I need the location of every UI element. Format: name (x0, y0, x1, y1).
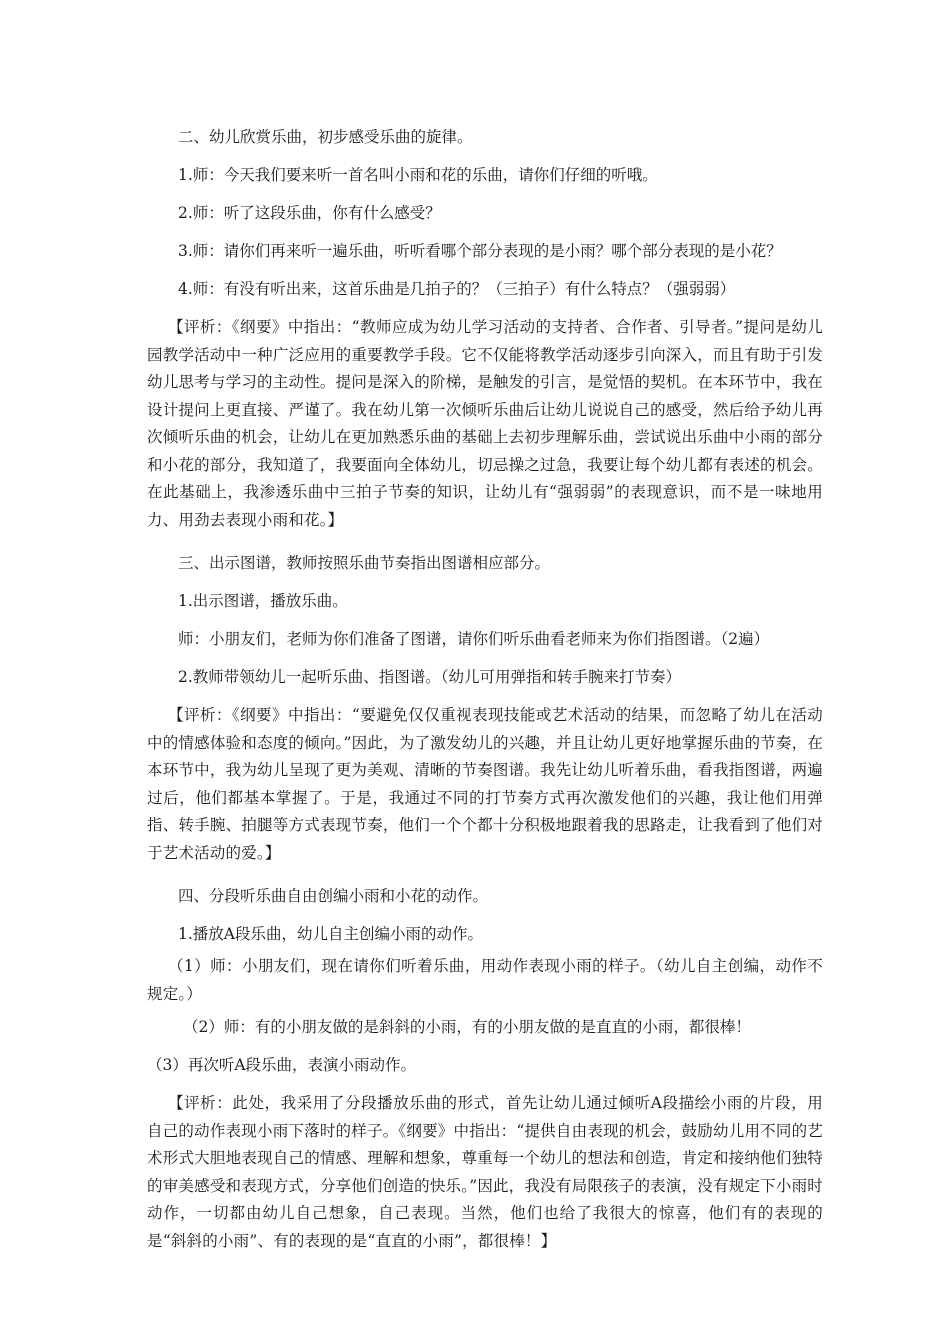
sub-step-item: （2）师：有的小朋友做的是斜斜的小雨，有的小朋友做的是直直的小雨，都很棒！ (183, 1018, 751, 1036)
step-item: 1.师：今天我们要来听一首名叫小雨和花的乐曲，请你们仔细的听哦。 (178, 166, 658, 184)
commentary-paragraph: 【评析：《纲要》中指出：“教师应成为幼儿学习活动的支持者、合作者、引导者。”提问是幼儿园教学活动中一种广泛应用的重要教学手段。它不仅能将教学活动逐步引向深入，而且有助于引发幼儿思考与学习的主动性。提问是深入的阶梯，是触发的引言，是觉悟的契机。在本环节中，我在设计提问上更直接、严谨了。我在幼儿第一次倾听乐曲后让幼儿说说自己的感受，然后给予幼儿再次倾听乐曲的机会，让幼儿在更加熟悉乐曲的基础上去初步理解乐曲，尝试说出乐曲中小雨的部分和小花的部分，我知道了，我要面向全体幼儿，切忌操之过急，我要让每个幼儿都有表述的机会。在此基础上，我渗透乐曲中三拍子节奏的知识，让幼儿有“强弱弱”的表现意识，而不是一味地用力、用劲去表现小雨和花。】 (147, 318, 823, 529)
step-item: 1.播放A段乐曲，幼儿自主创编小雨的动作。 (178, 925, 483, 943)
step-item: 3.师：请你们再来听一遍乐曲，听听看哪个部分表现的是小雨？哪个部分表现的是小花？ (178, 242, 782, 260)
step-item: 师：小朋友们，老师为你们准备了图谱，请你们听乐曲看老师来为你们指图谱。（2遍） (178, 630, 770, 648)
step-item: 2.教师带领幼儿一起听乐曲、指图谱。（幼儿可用弹指和转手腕来打节奏） (178, 668, 682, 686)
section-heading: 二、幼儿欣赏乐曲，初步感受乐曲的旋律。 (178, 128, 473, 146)
sub-step-item: （3）再次听A段乐曲，表演小雨动作。 (147, 1056, 417, 1074)
section-heading: 三、出示图谱，教师按照乐曲节奏指出图谱相应部分。 (178, 554, 551, 572)
step-item: 4.师：有没有听出来，这首乐曲是几拍子的？（三拍子）有什么特点？（强弱弱） (178, 280, 736, 298)
document-page (147, 118, 823, 1255)
section-heading: 四、分段听乐曲自由创编小雨和小花的动作。 (178, 887, 489, 905)
commentary-paragraph: 【评析：《纲要》中指出：“要避免仅仅重视表现技能或艺术活动的结果，而忽略了幼儿在活动中的情感体验和态度的倾向。”因此，为了激发幼儿的兴趣，并且让幼儿更好地掌握乐曲的节奏，在本环节中，我为幼儿呈现了更为美观、清晰的节奏图谱。我先让幼儿听着乐曲，看我指图谱，两遍过后，他们都基本掌握了。于是，我通过不同的打节奏方式再次激发他们的兴趣，我让他们用弹指、转手腕、拍腿等方式表现节奏，他们一个个都十分积极地跟着我的思路走，让我看到了他们对于艺术活动的爱。】 (147, 706, 823, 862)
commentary-paragraph: 【评析：此处，我采用了分段播放乐曲的形式，首先让幼儿通过倾听A段描绘小雨的片段，用自己的动作表现小雨下落时的样子。《纲要》中指出：“提供自由表现的机会，鼓励幼儿用不同的艺术形式大胆地表现自己的情感、理解和想象，尊重每一个幼儿的想法和创造，肯定和接纳他们独特的审美感受和表现方式，分享他们创造的快乐。”因此，我没有局限孩子的表演，没有规定下小雨时动作，一切都由幼儿自己想象，自己表现。当然，他们也给了我很大的惊喜，他们有的表现的是“斜斜的小雨”、有的表现的是“直直的小雨”，都很棒！】 (147, 1094, 823, 1250)
step-item: 1.出示图谱，播放乐曲。 (178, 592, 348, 610)
step-item: 2.师：听了这段乐曲，你有什么感受？ (178, 204, 441, 222)
sub-step-item: （1）师：小朋友们，现在请你们听着乐曲，用动作表现小雨的样子。（幼儿自主创编，动作不规定。） (147, 957, 823, 1003)
